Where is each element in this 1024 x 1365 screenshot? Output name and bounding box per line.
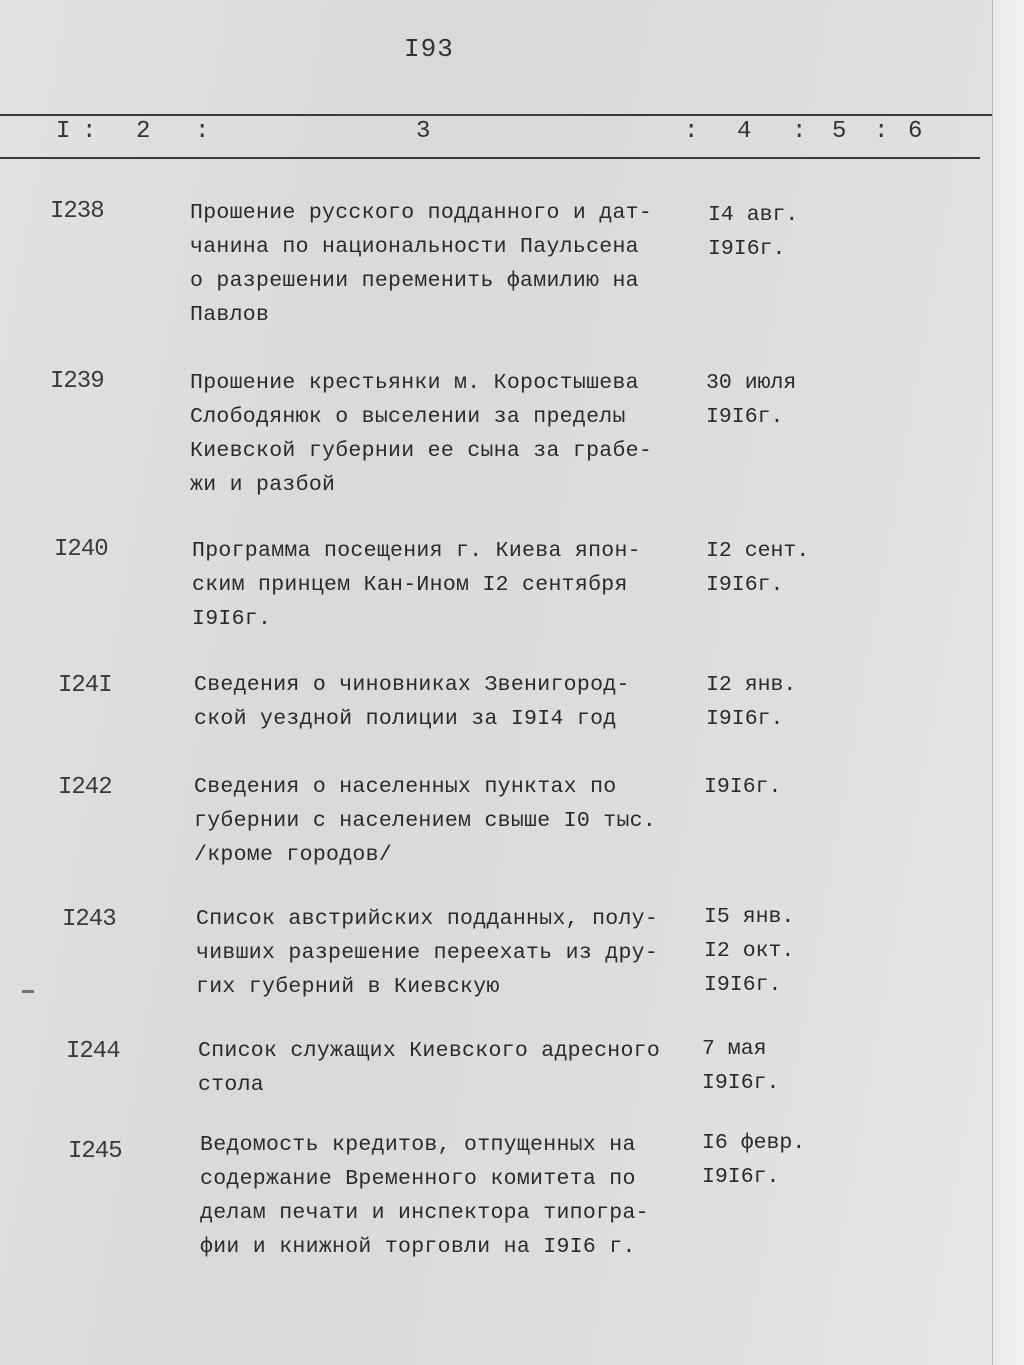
column-header-6: 6 — [908, 118, 923, 145]
entry-date: 30 июля I9I6г. — [706, 371, 797, 429]
entry-description: Сведения о населенных пунктах по губернии с населением свыше I0 тыс. /кроме городов/ — [194, 775, 657, 867]
entry-description: Список австрийских подданных, полу- чивших разрешение переехать из дру- гих губерний в Киевскую — [196, 907, 659, 999]
entry-number: I244 — [66, 1038, 120, 1065]
page-number: I93 — [404, 34, 454, 64]
entry-description: Список служащих Киевского адресного стола — [198, 1039, 661, 1097]
entry-description: Ведомость кредитов, отпущенных на содержание Временного комитета по делам печати и инспектора типогра- фии и книжной торговли на I9I6 г. — [200, 1133, 649, 1259]
column-header-2: 2 — [136, 118, 151, 145]
entry-number: I245 — [68, 1138, 122, 1165]
margin-mark — [22, 990, 34, 993]
header-rule-top — [0, 114, 992, 116]
entry-number: I238 — [50, 198, 104, 225]
header-rule-bottom — [0, 157, 980, 159]
column-header-4: 4 — [737, 118, 752, 145]
entry-number: I239 — [50, 368, 104, 395]
column-header-5: 5 — [832, 118, 847, 145]
entry-description: Прошение русского подданного и дат- чанина по национальности Паульсена о разрешении переменить фамилию на Павлов — [190, 201, 653, 327]
column-separator: : — [684, 118, 699, 145]
column-header-1: I — [56, 118, 71, 145]
entry-number: I242 — [58, 774, 112, 801]
entry-date: I2 сент. I9I6г. — [706, 539, 810, 597]
entry-description: Программа посещения г. Киева япон- ским принцем Кан-Ином I2 сентября I9I6г. — [192, 539, 641, 631]
entry-date: I5 янв. I2 окт. I9I6г. — [704, 905, 795, 997]
entry-date: 7 мая I9I6г. — [702, 1037, 780, 1095]
entry-number: I243 — [62, 906, 116, 933]
entry-number: I24I — [58, 672, 112, 699]
entry-number: I240 — [54, 536, 108, 563]
entry-date: I2 янв. I9I6г. — [706, 673, 797, 731]
column-separator: : — [82, 118, 97, 145]
entry-description: Сведения о чиновниках Звенигород- ской уездной полиции за I9I4 год — [194, 673, 630, 731]
entry-date: I4 авг. I9I6г. — [708, 203, 799, 261]
column-header-3: 3 — [416, 118, 431, 145]
entry-date: I6 февр. I9I6г. — [702, 1131, 806, 1189]
column-separator: : — [792, 118, 807, 145]
column-separator: : — [874, 118, 889, 145]
entry-date: I9I6г. — [704, 775, 782, 799]
column-separator: : — [195, 118, 210, 145]
page-edge — [992, 0, 1024, 1365]
entry-description: Прошение крестьянки м. Коростышева Слободянюк о выселении за пределы Киевской губернии ее сына за грабе- жи и разбой — [190, 371, 653, 497]
